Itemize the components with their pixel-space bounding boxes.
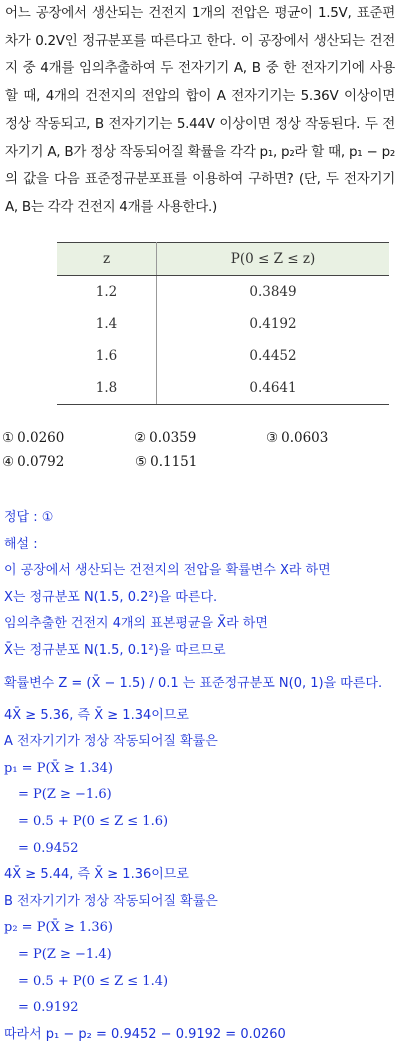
- solution-line: 임의추출한 건전지 4개의 표본평균을 X̄라 하면: [4, 616, 268, 632]
- table-row: [57, 276, 389, 309]
- solution-line: X는 정규분포 N(1.5, 0.2²)을 따른다.: [4, 589, 218, 605]
- choice-number: ④: [2, 454, 15, 470]
- choice-3[interactable]: [266, 426, 398, 450]
- solution-line: = P(Z ≥ −1.4): [18, 946, 112, 962]
- standard-normal-table: [57, 242, 389, 405]
- choice-row: [2, 450, 398, 474]
- table-cell-prob: 0.4452: [249, 348, 297, 364]
- table-header-z: z: [57, 243, 157, 276]
- choice-value: 0.0603: [281, 430, 329, 446]
- solution-line: p₂ = P(X̄ ≥ 1.36): [4, 920, 113, 936]
- solution-line: 4X̄ ≥ 5.44, 즉 X̄ ≥ 1.36이므로: [4, 867, 189, 883]
- choice-value: 0.0792: [17, 454, 65, 470]
- problem-text: 어느 공장에서 생산되는 건전지 1개의 전압은 평균이 1.5V, 표준편차가 0.2V인 정규분포를 따른다고 한다. 이 공장에서 생산되는 건전지 중 4개를 임의추출하여 두 전자기기 A, B 중 한 전자기기에 사용할 때, 4개의 건전지의 전압의 합이 A 전자기기는 5.36V 이상이면 정상 작동되고, B 전자기기는 5.44V 이상이면 정상 작동된다. 두 전자기기 A, B가 정상 작동되어질 확률을 각각 p₁, p₂라 할 때, p₁ − p₂의 값을 다음 표준정규분포표를 이용하여 구하면? (단, 두 전자기기 A, B는 각각 건전지 4개를 사용한다.): [5, 5, 395, 215]
- choice-row: [2, 426, 398, 450]
- table-cell-prob: 0.3849: [249, 284, 297, 300]
- solution-line: p₁ = P(X̄ ≥ 1.34): [4, 760, 113, 776]
- solution-line: = P(Z ≥ −1.6): [18, 787, 112, 803]
- choice-4[interactable]: [2, 450, 135, 474]
- choice-5[interactable]: [135, 450, 268, 474]
- table-header-row: [57, 243, 389, 276]
- table-header-prob: P(0 ≤ Z ≤ z): [157, 243, 390, 276]
- table-row: [57, 372, 389, 405]
- solution-line: 이 공장에서 생산되는 건전지의 전압을 확률변수 X라 하면: [4, 563, 331, 579]
- solution-line: = 0.5 + P(0 ≤ Z ≤ 1.4): [18, 973, 169, 989]
- solution-line: 따라서 p₁ − p₂ = 0.9452 − 0.9192 = 0.0260: [4, 1026, 286, 1042]
- choice-number: ①: [2, 430, 15, 446]
- choice-number: ②: [134, 430, 147, 446]
- table-cell-z: 1.4: [57, 308, 157, 340]
- choice-number: ⑤: [135, 454, 148, 470]
- solution-line: = 0.9452: [18, 840, 79, 856]
- solution-line: 4X̄ ≥ 5.36, 즉 X̄ ≥ 1.34이므로: [4, 707, 189, 723]
- choice-value: 0.0359: [149, 430, 197, 446]
- solution-line: = 0.9192: [18, 1000, 79, 1016]
- solution-line: B 전자기기가 정상 작동되어질 확률은: [4, 893, 218, 909]
- table-cell-prob: 0.4641: [157, 372, 390, 405]
- solution-line: X̄는 정규분포 N(1.5, 0.1²)을 따르므로: [4, 642, 226, 658]
- solution-line: 확률변수 Z = (X̄ − 1.5) / 0.1 는 표준정규분포 N(0, 1)을 따른다.: [4, 675, 383, 691]
- table-row: [57, 340, 389, 372]
- solution-line: A 전자기기가 정상 작동되어질 확률은: [4, 734, 218, 750]
- table-cell-z: 1.8: [57, 372, 157, 405]
- answer-choices: [2, 426, 398, 474]
- choice-number: ③: [266, 430, 279, 446]
- table-cell-z: 1.2: [57, 276, 157, 309]
- choice-value: 0.1151: [150, 454, 198, 470]
- choice-1[interactable]: [2, 426, 134, 450]
- table-row: [57, 308, 389, 340]
- table-cell-z: 1.6: [57, 340, 157, 372]
- solution-line: = 0.5 + P(0 ≤ Z ≤ 1.6): [18, 813, 169, 829]
- problem-statement: [5, 0, 395, 222]
- table-cell-prob: 0.4192: [249, 316, 297, 332]
- answer-line: 정답 : ①: [4, 510, 54, 525]
- choice-value: 0.0260: [17, 430, 65, 446]
- solution-section: [4, 505, 398, 1048]
- explanation-label: 해설 :: [4, 536, 38, 552]
- choice-2[interactable]: [134, 426, 266, 450]
